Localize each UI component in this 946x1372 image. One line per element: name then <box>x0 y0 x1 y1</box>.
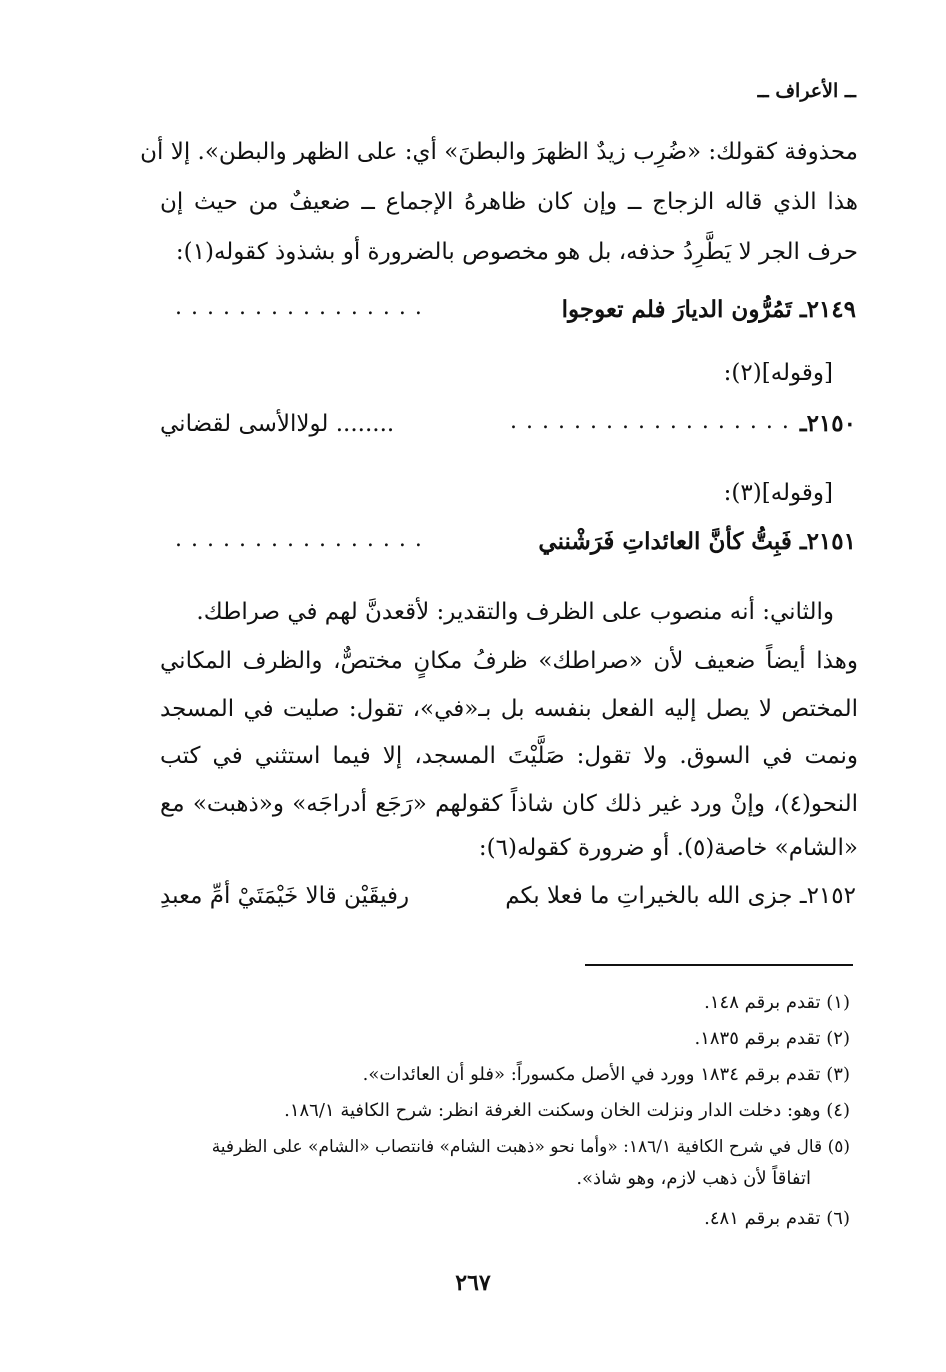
verse-2152-second-hemistich: رفيقَيْن قالا خَيْمَتَيْ أمِّ معبدِ <box>160 883 410 909</box>
body-line: «الشام» خاصة(٥). أو ضرورة كقوله(٦): <box>478 835 858 861</box>
footnote: (٥) قال في شرح الكافية ١٨٦/١: «وأما نحو «ذهبت الشام» فانتصاب «الشام» على الظرفية <box>211 1137 850 1157</box>
verse-2151-dots: ................ <box>175 527 431 552</box>
body-line: حرف الجر لا يَطَّرِدُ حذفه، بل هو مخصوص بالضرورة أو بشذوذ كقوله(١): <box>175 239 858 265</box>
footnote: (٢) تقدم برقم ١٨٣٥. <box>694 1028 850 1049</box>
page-number: ٢٦٧ <box>455 1270 491 1296</box>
verse-2152-first-hemistich: ٢١٥٢ـ جزى الله بالخيراتِ ما فعلا بكم <box>505 883 856 909</box>
footnote-separator <box>585 964 853 966</box>
verse-2149-dots: ................ <box>175 295 431 320</box>
body-line: وهذا أيضاً ضعيف لأن «صراطك» ظرفُ مكانٍ مختصٌّ، والظرف المكاني <box>160 648 858 674</box>
verse-2150-number: ٢١٥٠ـ <box>799 410 856 437</box>
verse-2150-ending: ........ لولاالأسى لقضاني <box>160 411 395 437</box>
body-line: ونمت في السوق. ولا تقول: صَلَّيْتَ المسجد، إلا فيما استثني في كتب <box>160 743 858 769</box>
body-line: هذا الذي قاله الزجاج ــ وإن كان ظاهرهُ الإجماع ــ ضعيفٌ من حيث إن <box>160 189 858 215</box>
verse-2149: ٢١٤٩ـ تَمُرُّون الديارَ فلم تعوجوا <box>561 296 856 323</box>
footnote: (١) تقدم برقم ١٤٨. <box>704 992 850 1013</box>
verse-2151: ٢١٥١ـ فَبِتُّ كأنَّ العائداتِ فَرَشْنني <box>538 528 856 555</box>
running-header: ــ الأعراف ــ <box>757 80 856 102</box>
verse-intro-2150: [وقوله](٢): <box>723 360 833 386</box>
body-line: محذوفة كقولك: «ضُرِب زيدٌ الظهرَ والبطنَ» أي: على الظهر والبطن». إلا أن <box>140 139 858 165</box>
body-line: والثاني: أنه منصوب على الظرف والتقدير: لأقعدنَّ لهم في صراطك. <box>196 599 834 625</box>
footnote: (٤) وهو: دخلت الدار ونزلت الخان وسكنت الغرفة انظر: شرح الكافية ١٨٦/١. <box>284 1100 850 1121</box>
verse-2150-dots: .................. <box>510 409 798 434</box>
footnote: (٣) تقدم برقم ١٨٣٤ وورد في الأصل مكسوراً: «فلو أن العائدات». <box>362 1064 850 1085</box>
footnote: (٦) تقدم برقم ٤٨١. <box>704 1208 850 1229</box>
footnote-continuation: اتفاقاً لأن ذهب لازم، وهو شاذ». <box>576 1168 811 1189</box>
body-line: النحو(٤)، وإنْ ورد غير ذلك كان شاذاً كقولهم «رَجَع أدراجَه» و«ذهبت» مع <box>160 791 858 817</box>
body-line: المختص لا يصل إليه الفعل بنفسه بل بـ«في»، تقول: صليت في المسجد <box>160 696 858 722</box>
verse-intro-2151: [وقوله](٣): <box>723 480 833 506</box>
